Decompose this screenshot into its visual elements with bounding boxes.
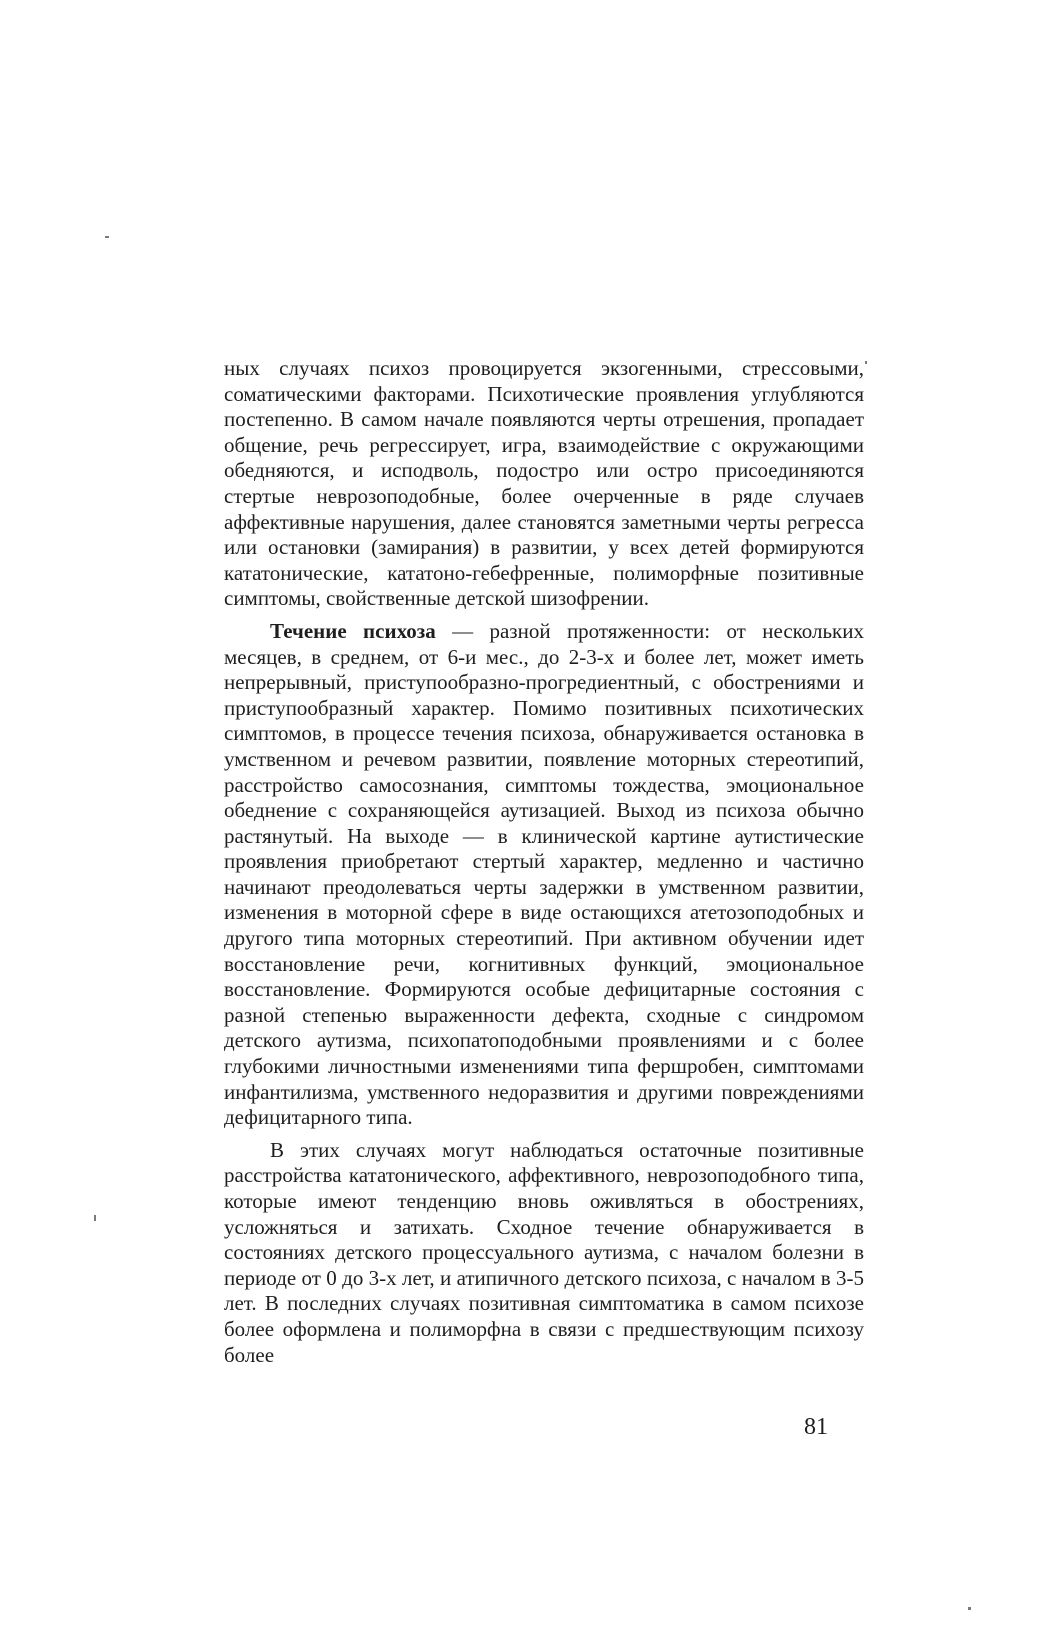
paragraph-text: — разной протяженности: от нескольких месяцев, в среднем, от 6-и мес., до 2-3-х и более лет, может иметь непрерывный, приступообразно-прогредиентный, с обострениями и приступообразный характер. Помимо позитивных психотических симптомов, в процессе течения психоза, обнаруживается остановка в умственном и речевом развитии, появление моторных стереотипий, расстройство самосознания, симптомы тождества, эмоциональное обеднение с сохраняющейся аутизацией. Выход из психоза обычно растянутый. На выходе — в клинической картине аутистические проявления приобретают стертый характер, медленно и частично начинают преодолеваться черты задержки в умственном развитии, изменения в моторной сфере в виде остающихся атетозоподобных и другого типа моторных стереотипий. При активном обучении идет восстановление речи, когнитивных функций, эмоциональное восстановление. Формируются особые дефицитарные состояния с разной степенью выраженности дефекта, сходные с синдромом детского аутизма, психопатоподобными проявлениями и с более глубокими личностными изменениями типа фершробен, симптомами инфантилизма, умственного недоразвития и другими повреждениями дефицитарного типа. bbox=[224, 618, 864, 1130]
scan-speck bbox=[94, 1215, 96, 1221]
scan-speck bbox=[105, 236, 109, 238]
paragraph-continuation: ных случаях психоз провоцируется экзогенными, стрессовыми, соматическими факторами. Психотические проявления углубляются постепенно. В самом начале появляются черты отрешения, пропадает общение, речь регрессирует, игра, взаимодействие с окружающими обедняются, и исподволь, подостро или остро присоединяются стертые неврозоподобные, более очерченные в ряде случаев аффективные нарушения, далее становятся заметными черты регресса или остановки (замирания) в развитии, у всех детей формируются кататонические, кататоно-гебефренные, полиморфные позитивные симптомы, свойственные детской шизофрении. bbox=[224, 356, 864, 611]
body-text bbox=[224, 356, 864, 1368]
bold-term: Течение психоза bbox=[270, 618, 436, 643]
page-number: 81 bbox=[804, 1414, 828, 1440]
scan-speck bbox=[865, 361, 867, 364]
paragraph-course-of-psychosis bbox=[224, 619, 864, 1131]
paragraph-residual-disorders: В этих случаях могут наблюдаться остаточные позитивные расстройства кататонического, аффективного, неврозоподобного типа, которые имеют тенденцию вновь оживляться в обострениях, усложняться и затихать. Сходное течение обнаруживается в состояниях детского процессуального аутизма, с началом болезни в периоде от 0 до 3-х лет, и атипичного детского психоза, с началом в 3-5 лет. В последних случаях позитивная симптоматика в самом психозе более оформлена и полиморфна в связи с предшествующим психозу более bbox=[224, 1137, 864, 1367]
scan-speck bbox=[968, 1607, 971, 1610]
